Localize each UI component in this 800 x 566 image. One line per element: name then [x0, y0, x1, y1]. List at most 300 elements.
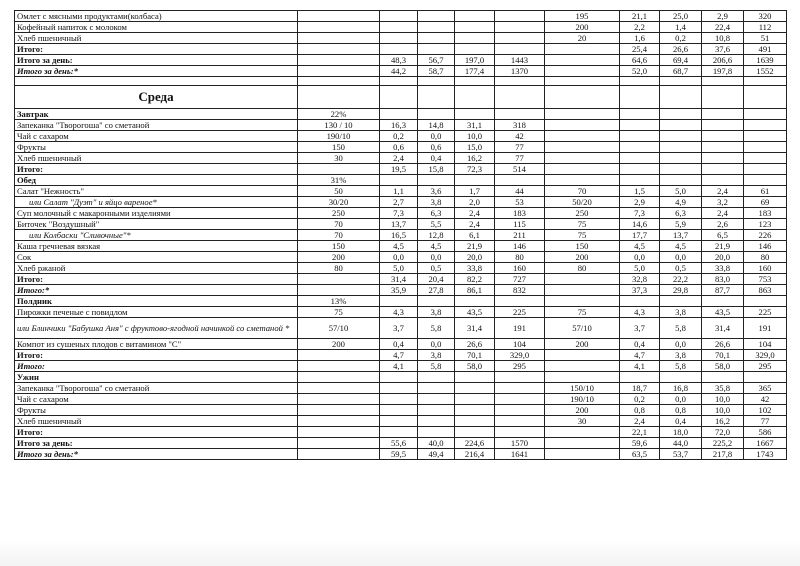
- value-cell: [744, 372, 787, 383]
- value-cell: 0,6: [380, 142, 418, 153]
- value-cell: [495, 33, 545, 44]
- value-cell: 0,0: [418, 252, 455, 263]
- value-cell: 329,0: [495, 350, 545, 361]
- value-cell: [495, 405, 545, 416]
- value-cell: 57/10: [545, 318, 620, 339]
- value-cell: 0,0: [660, 339, 702, 350]
- value-cell: 72,0: [702, 427, 744, 438]
- value-cell: [298, 22, 380, 33]
- value-cell: [298, 33, 380, 44]
- value-cell: 22%: [298, 109, 380, 120]
- value-cell: 35,8: [702, 383, 744, 394]
- value-cell: [660, 120, 702, 131]
- value-cell: 0,0: [620, 252, 660, 263]
- value-cell: 33,8: [702, 263, 744, 274]
- value-cell: 70,1: [702, 350, 744, 361]
- value-cell: [702, 296, 744, 307]
- value-cell: 130 / 10: [298, 120, 380, 131]
- value-cell: 0,4: [620, 339, 660, 350]
- value-cell: [380, 77, 418, 86]
- table-row: [15, 230, 787, 241]
- value-cell: 58,0: [455, 361, 495, 372]
- value-cell: 150: [298, 142, 380, 153]
- table-row: [15, 427, 787, 438]
- value-cell: [545, 77, 620, 86]
- value-cell: 1552: [744, 66, 787, 77]
- value-cell: [660, 175, 702, 186]
- value-cell: 2,9: [620, 197, 660, 208]
- value-cell: [380, 416, 418, 427]
- value-cell: [702, 77, 744, 86]
- dish-name: Итого:*: [15, 285, 298, 296]
- value-cell: 53,7: [660, 449, 702, 460]
- value-cell: 31,4: [380, 274, 418, 285]
- value-cell: 77: [744, 416, 787, 427]
- value-cell: 2,4: [380, 153, 418, 164]
- value-cell: 30: [545, 416, 620, 427]
- dish-name: Обед: [15, 175, 298, 186]
- value-cell: [495, 416, 545, 427]
- table-row: [15, 274, 787, 285]
- value-cell: 42: [495, 131, 545, 142]
- table-row: [15, 22, 787, 33]
- dish-name: Хлеб пшеничный: [15, 416, 298, 427]
- value-cell: [455, 405, 495, 416]
- value-cell: 22,4: [702, 22, 744, 33]
- value-cell: 2,4: [455, 208, 495, 219]
- dish-name: Итого:: [15, 274, 298, 285]
- value-cell: 295: [744, 361, 787, 372]
- value-cell: 6,3: [418, 208, 455, 219]
- dish-name: Итого за день:: [15, 438, 298, 449]
- value-cell: 1570: [495, 438, 545, 449]
- value-cell: 177,4: [455, 66, 495, 77]
- dish-name: Завтрак: [15, 109, 298, 120]
- value-cell: 1,6: [620, 33, 660, 44]
- value-cell: 14,6: [620, 219, 660, 230]
- dish-name: Запеканка "Творогоша" со сметаной: [15, 383, 298, 394]
- value-cell: 4,5: [418, 241, 455, 252]
- value-cell: 4,9: [660, 197, 702, 208]
- table-row: [15, 252, 787, 263]
- value-cell: 20: [545, 33, 620, 44]
- table-row: [15, 109, 787, 120]
- value-cell: 6,5: [702, 230, 744, 241]
- value-cell: 21,9: [702, 241, 744, 252]
- value-cell: [380, 394, 418, 405]
- menu-sheet: [14, 10, 786, 530]
- table-row: [15, 175, 787, 186]
- value-cell: [545, 142, 620, 153]
- value-cell: [660, 153, 702, 164]
- dish-name: Итого за день:*: [15, 66, 298, 77]
- value-cell: 50: [298, 186, 380, 197]
- value-cell: 5,0: [660, 186, 702, 197]
- value-cell: 7,3: [380, 208, 418, 219]
- value-cell: 146: [744, 241, 787, 252]
- value-cell: 191: [744, 318, 787, 339]
- value-cell: 0,2: [380, 131, 418, 142]
- value-cell: 4,1: [620, 361, 660, 372]
- value-cell: 365: [744, 383, 787, 394]
- value-cell: [702, 164, 744, 175]
- table-row: [15, 77, 787, 86]
- value-cell: 69,4: [660, 55, 702, 66]
- value-cell: 2,4: [455, 219, 495, 230]
- table-row: [15, 394, 787, 405]
- value-cell: [744, 153, 787, 164]
- value-cell: 3,8: [660, 350, 702, 361]
- value-cell: 1370: [495, 66, 545, 77]
- dish-name: или Салат "Дуэт" и яйцо вареное*: [15, 197, 298, 208]
- value-cell: [495, 86, 545, 109]
- value-cell: 183: [744, 208, 787, 219]
- value-cell: 56,7: [418, 55, 455, 66]
- value-cell: [545, 296, 620, 307]
- value-cell: 1443: [495, 55, 545, 66]
- value-cell: 44: [495, 186, 545, 197]
- value-cell: [660, 372, 702, 383]
- value-cell: 12,8: [418, 230, 455, 241]
- value-cell: 211: [495, 230, 545, 241]
- value-cell: 50/20: [545, 197, 620, 208]
- value-cell: 183: [495, 208, 545, 219]
- value-cell: 5,8: [660, 318, 702, 339]
- value-cell: [495, 383, 545, 394]
- value-cell: [380, 405, 418, 416]
- value-cell: 3,8: [660, 307, 702, 318]
- value-cell: 31,1: [455, 120, 495, 131]
- dish-name: Ужин: [15, 372, 298, 383]
- table-row: [15, 33, 787, 44]
- value-cell: 16,5: [380, 230, 418, 241]
- value-cell: [418, 109, 455, 120]
- value-cell: 57/10: [298, 318, 380, 339]
- value-cell: 10,8: [702, 33, 744, 44]
- value-cell: [380, 372, 418, 383]
- value-cell: 200: [545, 405, 620, 416]
- value-cell: 150: [545, 241, 620, 252]
- table-row: [15, 372, 787, 383]
- value-cell: 115: [495, 219, 545, 230]
- value-cell: 75: [545, 307, 620, 318]
- table-row: [15, 66, 787, 77]
- value-cell: 0,2: [660, 33, 702, 44]
- value-cell: [455, 296, 495, 307]
- value-cell: 13%: [298, 296, 380, 307]
- value-cell: [545, 449, 620, 460]
- value-cell: 832: [495, 285, 545, 296]
- dish-name: Итого:: [15, 44, 298, 55]
- value-cell: 52,0: [620, 66, 660, 77]
- table-row: [15, 307, 787, 318]
- value-cell: 83,0: [702, 274, 744, 285]
- value-cell: 1639: [744, 55, 787, 66]
- value-cell: 5,8: [660, 361, 702, 372]
- value-cell: 0,0: [418, 131, 455, 142]
- value-cell: 80: [495, 252, 545, 263]
- value-cell: 250: [298, 208, 380, 219]
- value-cell: [298, 77, 380, 86]
- value-cell: [455, 22, 495, 33]
- value-cell: [455, 11, 495, 22]
- value-cell: [298, 66, 380, 77]
- value-cell: 586: [744, 427, 787, 438]
- value-cell: 1,1: [380, 186, 418, 197]
- value-cell: [418, 22, 455, 33]
- dish-name: Итого:: [15, 361, 298, 372]
- value-cell: [545, 66, 620, 77]
- value-cell: 14,8: [418, 120, 455, 131]
- value-cell: 200: [298, 339, 380, 350]
- value-cell: 0,4: [660, 416, 702, 427]
- value-cell: [620, 131, 660, 142]
- value-cell: [620, 142, 660, 153]
- value-cell: 753: [744, 274, 787, 285]
- value-cell: 29,8: [660, 285, 702, 296]
- value-cell: [418, 427, 455, 438]
- value-cell: [660, 142, 702, 153]
- value-cell: 22,2: [660, 274, 702, 285]
- value-cell: 87,7: [702, 285, 744, 296]
- table-row: [15, 197, 787, 208]
- value-cell: 55,6: [380, 438, 418, 449]
- value-cell: 10,0: [702, 394, 744, 405]
- value-cell: [545, 120, 620, 131]
- value-cell: [455, 427, 495, 438]
- value-cell: 37,6: [702, 44, 744, 55]
- dish-name: Запеканка "Творогоша" со сметаной: [15, 120, 298, 131]
- value-cell: 0,0: [380, 252, 418, 263]
- value-cell: 20,4: [418, 274, 455, 285]
- value-cell: 80: [545, 263, 620, 274]
- value-cell: [298, 394, 380, 405]
- table-row: [15, 44, 787, 55]
- value-cell: [545, 153, 620, 164]
- value-cell: [455, 33, 495, 44]
- value-cell: 727: [495, 274, 545, 285]
- value-cell: [660, 86, 702, 109]
- value-cell: 0,8: [660, 405, 702, 416]
- value-cell: 70: [545, 186, 620, 197]
- value-cell: 31%: [298, 175, 380, 186]
- value-cell: 58,7: [418, 66, 455, 77]
- value-cell: 48,3: [380, 55, 418, 66]
- value-cell: [418, 372, 455, 383]
- menu-rows: [15, 11, 787, 460]
- value-cell: [545, 438, 620, 449]
- value-cell: 0,5: [418, 263, 455, 274]
- value-cell: [418, 77, 455, 86]
- value-cell: 77: [495, 142, 545, 153]
- value-cell: [702, 142, 744, 153]
- value-cell: 329,0: [744, 350, 787, 361]
- value-cell: [744, 109, 787, 120]
- dish-name: Пирожки печеные с повидлом: [15, 307, 298, 318]
- day-title: Среда: [15, 86, 298, 109]
- value-cell: 30: [298, 153, 380, 164]
- value-cell: 20,0: [702, 252, 744, 263]
- value-cell: [495, 296, 545, 307]
- dish-name: Компот из сушеных плодов с витамином "С": [15, 339, 298, 350]
- value-cell: [702, 372, 744, 383]
- dish-name: Омлет с мясными продуктами(колбаса): [15, 11, 298, 22]
- value-cell: 200: [545, 339, 620, 350]
- table-row: [15, 55, 787, 66]
- value-cell: 200: [298, 252, 380, 263]
- value-cell: 0,8: [620, 405, 660, 416]
- value-cell: 4,5: [620, 241, 660, 252]
- value-cell: [418, 394, 455, 405]
- value-cell: [495, 109, 545, 120]
- value-cell: [380, 383, 418, 394]
- value-cell: [418, 11, 455, 22]
- value-cell: [744, 142, 787, 153]
- value-cell: [545, 361, 620, 372]
- value-cell: 225: [744, 307, 787, 318]
- dish-name: Биточек "Воздушный": [15, 219, 298, 230]
- value-cell: [298, 427, 380, 438]
- value-cell: 80: [298, 263, 380, 274]
- value-cell: 16,2: [702, 416, 744, 427]
- value-cell: 150/10: [545, 383, 620, 394]
- value-cell: 200: [545, 22, 620, 33]
- value-cell: 4,5: [660, 241, 702, 252]
- dish-name: Салат "Нежность": [15, 186, 298, 197]
- value-cell: 43,5: [702, 307, 744, 318]
- value-cell: 2,4: [620, 416, 660, 427]
- value-cell: 514: [495, 164, 545, 175]
- value-cell: 146: [495, 241, 545, 252]
- value-cell: [418, 296, 455, 307]
- value-cell: 250: [545, 208, 620, 219]
- value-cell: 217,8: [702, 449, 744, 460]
- value-cell: [298, 449, 380, 460]
- value-cell: [380, 44, 418, 55]
- value-cell: 4,3: [620, 307, 660, 318]
- table-row: [15, 186, 787, 197]
- value-cell: 25,0: [660, 11, 702, 22]
- value-cell: 206,6: [702, 55, 744, 66]
- value-cell: 200: [545, 252, 620, 263]
- value-cell: [545, 372, 620, 383]
- value-cell: 75: [298, 307, 380, 318]
- value-cell: 104: [744, 339, 787, 350]
- value-cell: 4,7: [380, 350, 418, 361]
- value-cell: [455, 416, 495, 427]
- dish-name: [15, 77, 298, 86]
- table-row: [15, 318, 787, 339]
- value-cell: [620, 164, 660, 175]
- value-cell: 64,6: [620, 55, 660, 66]
- value-cell: [744, 86, 787, 109]
- value-cell: [298, 285, 380, 296]
- value-cell: [660, 77, 702, 86]
- value-cell: [298, 405, 380, 416]
- value-cell: 112: [744, 22, 787, 33]
- value-cell: [418, 86, 455, 109]
- value-cell: 5,0: [620, 263, 660, 274]
- value-cell: 21,9: [455, 241, 495, 252]
- value-cell: 31,4: [702, 318, 744, 339]
- value-cell: [545, 55, 620, 66]
- table-row: [15, 241, 787, 252]
- table-row: [15, 285, 787, 296]
- value-cell: [495, 372, 545, 383]
- value-cell: [380, 33, 418, 44]
- value-cell: [380, 427, 418, 438]
- value-cell: 4,3: [380, 307, 418, 318]
- value-cell: 3,2: [702, 197, 744, 208]
- table-row: [15, 438, 787, 449]
- value-cell: [495, 175, 545, 186]
- value-cell: [298, 438, 380, 449]
- dish-name: Кофейный напиток с молоком: [15, 22, 298, 33]
- value-cell: [418, 383, 455, 394]
- value-cell: 75: [545, 230, 620, 241]
- dish-name: Итого за день:*: [15, 449, 298, 460]
- value-cell: [744, 131, 787, 142]
- value-cell: 17,7: [620, 230, 660, 241]
- value-cell: [545, 285, 620, 296]
- value-cell: 7,3: [620, 208, 660, 219]
- value-cell: 1,5: [620, 186, 660, 197]
- value-cell: [418, 33, 455, 44]
- value-cell: 0,4: [380, 339, 418, 350]
- dish-name: Сок: [15, 252, 298, 263]
- dish-name: Фрукты: [15, 142, 298, 153]
- value-cell: 51: [744, 33, 787, 44]
- dish-name: или Блинчики "Бабушка Аня" с фруктово-ягодной начинкой со сметаной *: [15, 318, 298, 339]
- value-cell: 44,2: [380, 66, 418, 77]
- value-cell: 33,8: [455, 263, 495, 274]
- value-cell: 0,2: [620, 394, 660, 405]
- value-cell: 197,8: [702, 66, 744, 77]
- value-cell: 82,2: [455, 274, 495, 285]
- value-cell: 225: [495, 307, 545, 318]
- value-cell: 40,0: [418, 438, 455, 449]
- value-cell: 1743: [744, 449, 787, 460]
- value-cell: [545, 350, 620, 361]
- dish-name: Итого:: [15, 164, 298, 175]
- value-cell: [545, 164, 620, 175]
- value-cell: 226: [744, 230, 787, 241]
- table-row: [15, 86, 787, 109]
- value-cell: 190/10: [545, 394, 620, 405]
- value-cell: [744, 77, 787, 86]
- value-cell: 58,0: [702, 361, 744, 372]
- dish-name: Каша гречневая вязкая: [15, 241, 298, 252]
- dish-name: Хлеб пшеничный: [15, 153, 298, 164]
- dish-name: или Колбаски "Сливочные"*: [15, 230, 298, 241]
- value-cell: 26,6: [660, 44, 702, 55]
- value-cell: 26,6: [702, 339, 744, 350]
- value-cell: [702, 109, 744, 120]
- value-cell: 15,0: [455, 142, 495, 153]
- value-cell: 26,6: [455, 339, 495, 350]
- value-cell: [702, 86, 744, 109]
- table-row: [15, 339, 787, 350]
- value-cell: 3,8: [418, 350, 455, 361]
- value-cell: [298, 372, 380, 383]
- value-cell: [744, 296, 787, 307]
- value-cell: [620, 86, 660, 109]
- value-cell: 2,6: [702, 219, 744, 230]
- value-cell: 16,2: [455, 153, 495, 164]
- value-cell: [620, 153, 660, 164]
- value-cell: 4,5: [380, 241, 418, 252]
- value-cell: 4,7: [620, 350, 660, 361]
